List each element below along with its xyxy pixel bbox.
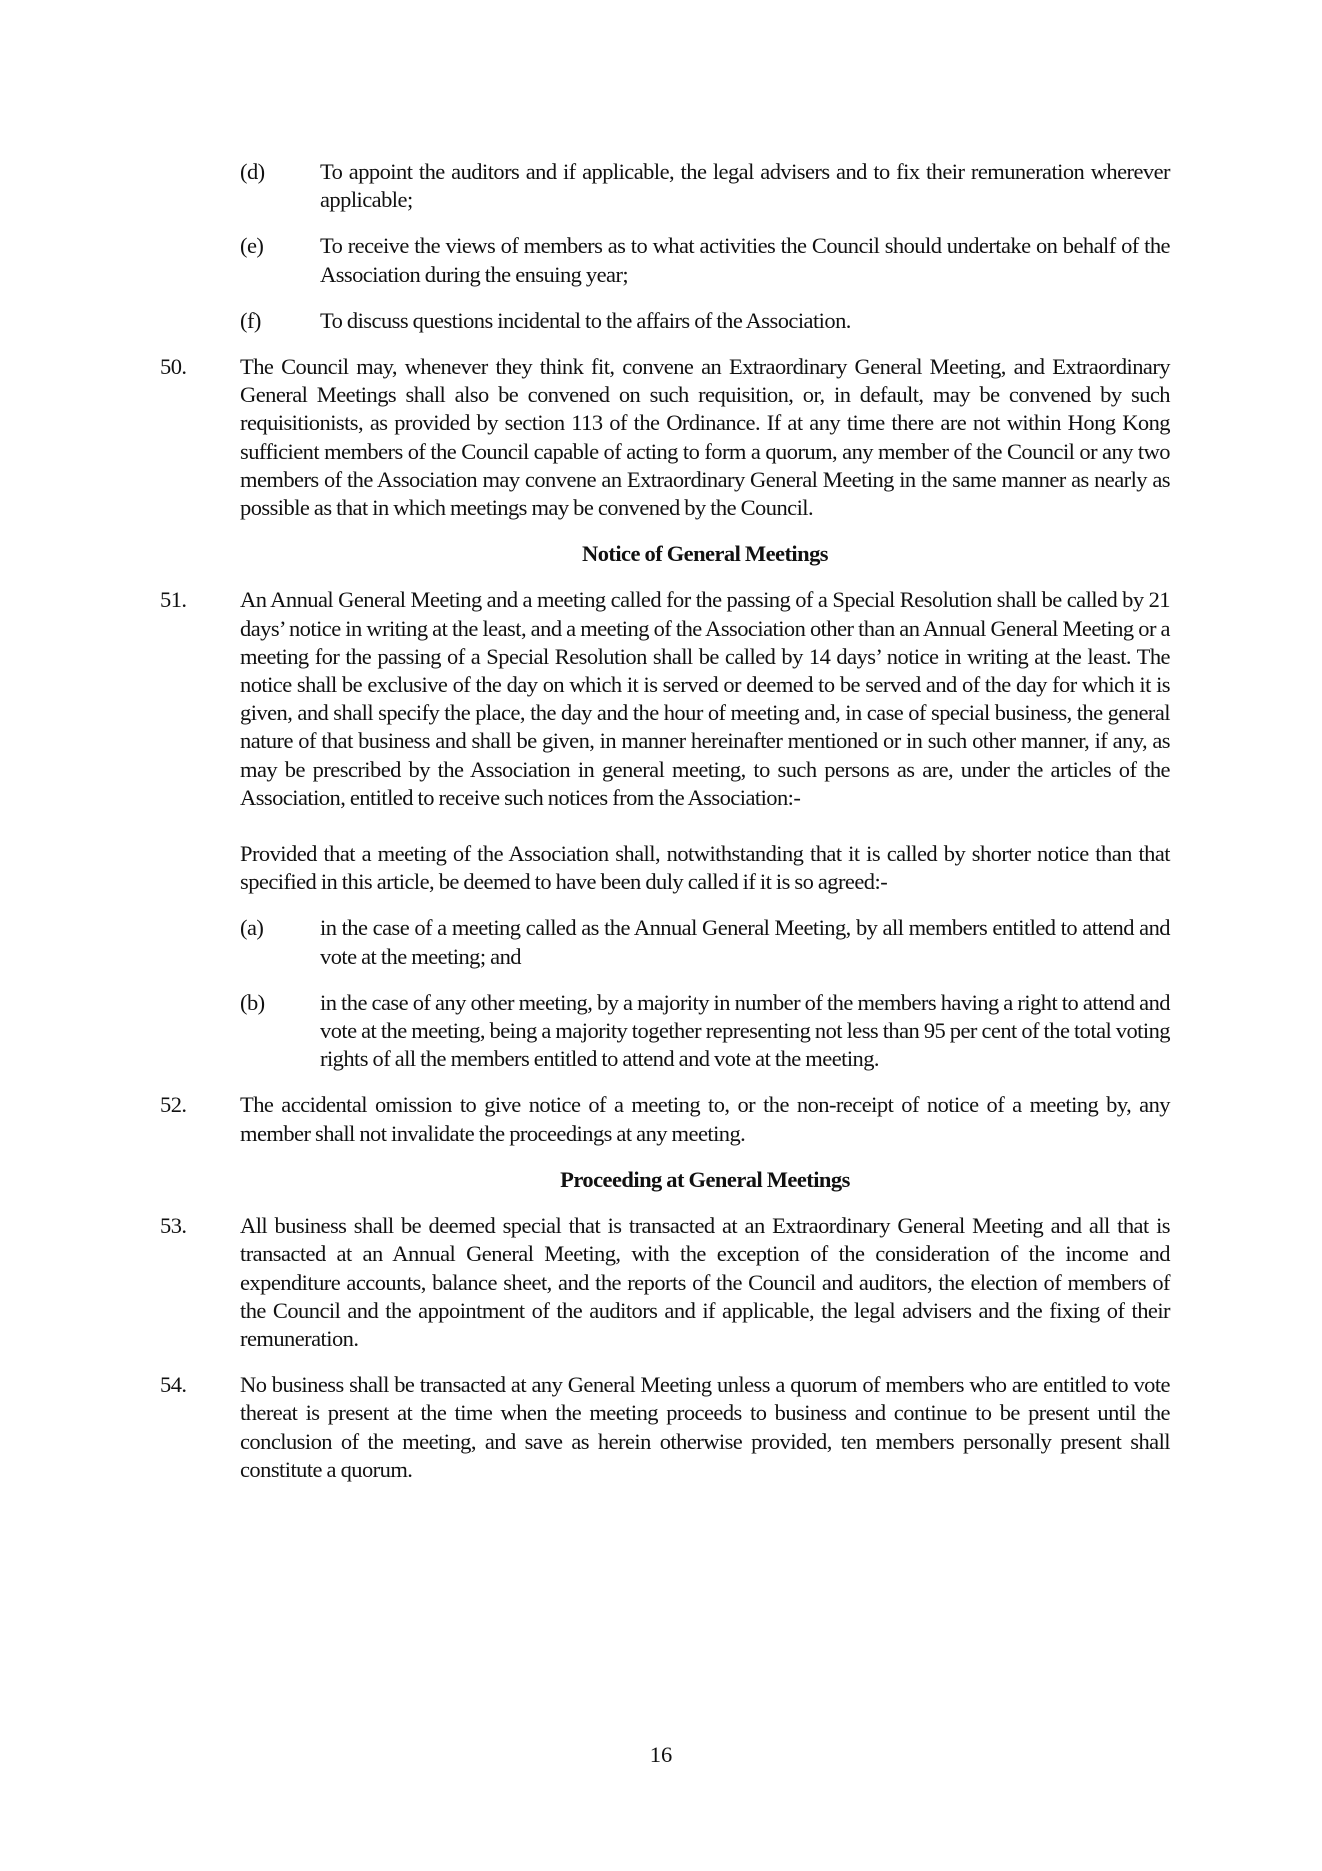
list-item-f (160, 307, 1170, 335)
article-52 (160, 1091, 1170, 1147)
item-label: (d) (240, 159, 265, 184)
article-text: The Council may, whenever they think fit, convene an Extraordinary General Meeting, and Extraordinary General Meetings shall also be convened on such requisition, or, in default, may be convened by such requisitionists, as provided by section 113 of the Ordinance. If at any time there are not within Hong Kong sufficient members of the Council capable of acting to form a quorum, any member of the Council or any two members of the Association may convene an Extraordinary General Meeting in the same manner as nearly as possible as that in which meetings may be convened by the Council. (240, 354, 1170, 521)
article-54 (160, 1371, 1170, 1484)
section-heading-notice: Notice of General Meetings (582, 541, 828, 567)
article-text: An Annual General Meeting and a meeting called for the passing of a Special Resolution shall be called by 21 days’ notice in writing at the least, and a meeting of the Association other than an Annual General Meeting or a meeting for the passing of a Special Resolution shall be called by 14 days’ notice in writing at the least. The notice shall be exclusive of the day on which it is served or deemed to be served and of the day for which it is given, and shall specify the place, the day and the hour of meeting and, in case of special business, the general nature of that business and shall be given, in manner hereinafter mentioned or in such other manner, if any, as may be prescribed by the Association in general meeting, to such persons as are, under the articles of the Association, entitled to receive such notices from the Association:- (240, 587, 1170, 810)
article-number: 51. (160, 587, 187, 613)
item-text: To appoint the auditors and if applicable, the legal advisers and to fix their remuneration wherever applicable; (320, 159, 1170, 213)
page-number: 16 (649, 1742, 673, 1767)
item-label: (e) (240, 233, 264, 259)
article-number: 54. (160, 1372, 187, 1398)
article-50 (160, 353, 1170, 522)
article-number: 50. (160, 354, 187, 380)
article-51-proviso: Provided that a meeting of the Association shall, notwithstanding that it is called by shorter notice than that specified in this article, be deemed to have been duly called if it is so agreed:- (240, 841, 1170, 895)
article-53 (160, 1212, 1170, 1353)
article-51 (160, 586, 1170, 812)
article-text: All business shall be deemed special that is transacted at an Extraordinary General Meeting and all that is transacted at an Annual General Meeting, with the exception of the consideration of the income and expenditure accounts, balance sheet, and the reports of the Council and auditors, the election of members of the Council and the appointment of the auditors and if applicable, the legal advisers and the fixing of their remuneration. (240, 1213, 1170, 1351)
page-content (160, 158, 1170, 1484)
article-text: No business shall be transacted at any General Meeting unless a quorum of members who are entitled to vote thereat is present at the time when the meeting proceeds to business and continue to be present until the conclusion of the meeting, and save as herein otherwise provided, ten members personally present shall constitute a quorum. (240, 1372, 1170, 1482)
article-number: 52. (160, 1092, 187, 1118)
item-label: (b) (240, 989, 265, 1015)
item-label: (f) (240, 307, 261, 333)
item-text: To discuss questions incidental to the affairs of the Association. (320, 307, 851, 333)
list-item-a (160, 914, 1170, 970)
section-heading-proceeding: Proceeding at General Meetings (560, 1166, 850, 1192)
list-item-b (160, 989, 1170, 1074)
article-number: 53. (160, 1213, 187, 1239)
item-text: in the case of a meeting called as the Annual General Meeting, by all members entitled to attend and vote at the meeting; and (320, 915, 1170, 969)
item-text: in the case of any other meeting, by a majority in number of the members having a right to attend and vote at the meeting, being a majority together representing not less than 95 per cent of the total voting rights of all the members entitled to attend and vote at the meeting. (320, 989, 1170, 1072)
item-text: To receive the views of members as to what activities the Council should undertake on behalf of the Association during the ensuing year; (320, 233, 1170, 287)
list-item-e (160, 232, 1170, 288)
article-text: The accidental omission to give notice of a meeting to, or the non-receipt of notice of a meeting by, any member shall not invalidate the proceedings at any meeting. (240, 1092, 1170, 1146)
item-label: (a) (240, 915, 264, 941)
list-item-d (160, 158, 1170, 214)
